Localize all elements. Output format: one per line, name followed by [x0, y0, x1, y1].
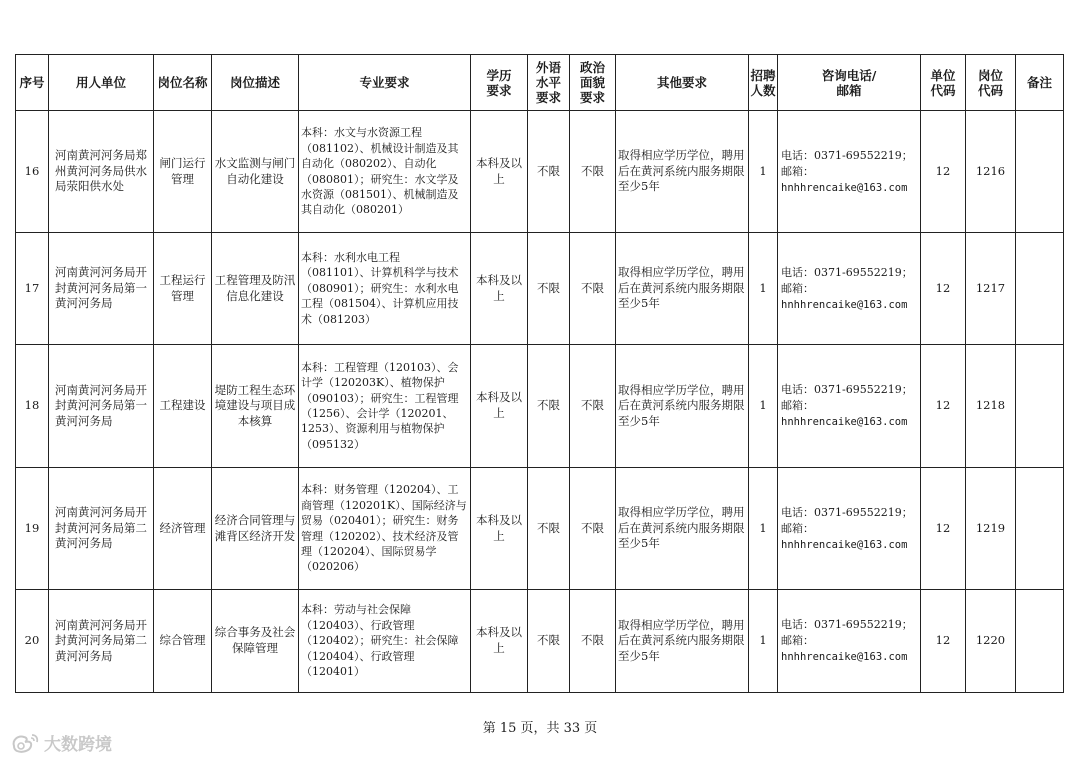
contact-email-label: 邮箱：	[781, 164, 814, 178]
cell-unit-code: 12	[921, 233, 966, 345]
cell-politics: 不限	[570, 345, 616, 468]
watermark	[10, 730, 112, 755]
cell-lang: 不限	[528, 233, 570, 345]
cell-desc: 工程管理及防汛信息化建设	[212, 233, 299, 345]
recruitment-table-container	[15, 54, 1064, 693]
cell-seq: 16	[16, 111, 49, 233]
cell-post-code: 1217	[966, 233, 1016, 345]
table-row	[16, 468, 1064, 590]
cell-post: 工程运行管理	[154, 233, 212, 345]
contact-email[interactable]: hnhhrencaike@163.com	[781, 651, 908, 663]
cell-lang: 不限	[528, 468, 570, 590]
table-header-row	[16, 55, 1064, 111]
cell-other: 取得相应学历学位，聘用后在黄河系统内服务期限至少5年	[616, 590, 749, 693]
contact-email-label: 邮箱：	[781, 634, 814, 647]
cell-major: 本科：水文与水资源工程（081102）、机械设计制造及其自动化（080202）、自动化（080801）；研究生：水文学及水资源（081501）、机械制造及其自动化（080201）	[299, 111, 471, 233]
cell-unit: 河南黄河河务局开封黄河河务局第二黄河河务局	[49, 590, 154, 693]
cell-seq: 20	[16, 590, 49, 693]
cell-count: 1	[749, 345, 778, 468]
cell-edu: 本科及以上	[471, 345, 528, 468]
table-row	[16, 345, 1064, 468]
header-edu: 学历要求	[471, 55, 528, 111]
weibo-logo-icon	[10, 732, 40, 754]
cell-unit: 河南黄河河务局郑州黄河河务局供水局荥阳供水处	[49, 111, 154, 233]
header-contact: 咨询电话/邮箱	[778, 55, 921, 111]
header-unit-code: 单位代码	[921, 55, 966, 111]
cell-contact	[778, 233, 921, 345]
contact-email-label: 邮箱：	[781, 281, 814, 295]
contact-email[interactable]: hnhhrencaike@163.com	[781, 298, 908, 311]
cell-remark	[1016, 468, 1064, 590]
cell-politics: 不限	[570, 590, 616, 693]
cell-edu: 本科及以上	[471, 233, 528, 345]
cell-contact	[778, 590, 921, 693]
cell-contact	[778, 345, 921, 468]
cell-remark	[1016, 345, 1064, 468]
cell-post-code: 1218	[966, 345, 1016, 468]
cell-unit: 河南黄河河务局开封黄河河务局第一黄河河务局	[49, 345, 154, 468]
cell-edu: 本科及以上	[471, 590, 528, 693]
recruitment-table	[15, 54, 1064, 693]
cell-post-code: 1220	[966, 590, 1016, 693]
contact-email[interactable]: hnhhrencaike@163.com	[781, 181, 908, 194]
cell-unit-code: 12	[921, 111, 966, 233]
cell-other: 取得相应学历学位，聘用后在黄河系统内服务期限至少5年	[616, 345, 749, 468]
cell-other: 取得相应学历学位，聘用后在黄河系统内服务期限至少5年	[616, 111, 749, 233]
contact-email-label: 邮箱：	[781, 399, 814, 412]
contact-email[interactable]: hnhhrencaike@163.com	[781, 416, 908, 428]
cell-post-code: 1216	[966, 111, 1016, 233]
cell-count: 1	[749, 590, 778, 693]
cell-politics: 不限	[570, 111, 616, 233]
cell-desc: 综合事务及社会保障管理	[212, 590, 299, 693]
cell-post-code: 1219	[966, 468, 1016, 590]
cell-unit: 河南黄河河务局开封黄河河务局第二黄河河务局	[49, 468, 154, 590]
cell-politics: 不限	[570, 468, 616, 590]
table-row	[16, 233, 1064, 345]
cell-major: 本科：工程管理（120103）、会计学（120203K）、植物保护（090103）；研究生：工程管理（1256）、会计学（120201、1253）、资源利用与植物保护（095132）	[299, 345, 471, 468]
cell-unit-code: 12	[921, 468, 966, 590]
cell-desc: 堤防工程生态环境建设与项目成本核算	[212, 345, 299, 468]
cell-lang: 不限	[528, 111, 570, 233]
header-seq: 序号	[16, 55, 49, 111]
cell-seq: 17	[16, 233, 49, 345]
contact-phone: 电话：0371-69552219；	[781, 505, 913, 519]
cell-major: 本科：水利水电工程（081101）、计算机科学与技术（080901）；研究生：水利水电工程（081504）、计算机应用技术（081203）	[299, 233, 471, 345]
cell-lang: 不限	[528, 590, 570, 693]
header-count: 招聘人数	[749, 55, 778, 111]
contact-email-label: 邮箱：	[781, 521, 814, 535]
cell-edu: 本科及以上	[471, 468, 528, 590]
cell-edu: 本科及以上	[471, 111, 528, 233]
cell-unit-code: 12	[921, 590, 966, 693]
contact-phone: 电话：0371-69552219；	[781, 618, 913, 631]
cell-remark	[1016, 233, 1064, 345]
table-row	[16, 590, 1064, 693]
header-politics: 政治面貌要求	[570, 55, 616, 111]
header-major: 专业要求	[299, 55, 471, 111]
cell-post: 经济管理	[154, 468, 212, 590]
cell-remark	[1016, 111, 1064, 233]
cell-desc: 经济合同管理与滩背区经济开发	[212, 468, 299, 590]
cell-unit-code: 12	[921, 345, 966, 468]
cell-other: 取得相应学历学位，聘用后在黄河系统内服务期限至少5年	[616, 468, 749, 590]
cell-count: 1	[749, 111, 778, 233]
cell-post: 闸门运行管理	[154, 111, 212, 233]
header-post: 岗位名称	[154, 55, 212, 111]
cell-lang: 不限	[528, 345, 570, 468]
cell-major: 本科：劳动与社会保障（120403）、行政管理（120402）；研究生：社会保障（120404）、行政管理（120401）	[299, 590, 471, 693]
cell-post: 综合管理	[154, 590, 212, 693]
cell-count: 1	[749, 468, 778, 590]
page-footer: 第 15 页，共 33 页	[482, 721, 598, 736]
table-row	[16, 111, 1064, 233]
cell-post: 工程建设	[154, 345, 212, 468]
header-desc: 岗位描述	[212, 55, 299, 111]
contact-phone: 电话：0371-69552219；	[781, 148, 913, 162]
cell-seq: 19	[16, 468, 49, 590]
header-lang: 外语水平要求	[528, 55, 570, 111]
cell-other: 取得相应学历学位，聘用后在黄河系统内服务期限至少5年	[616, 233, 749, 345]
cell-desc: 水文监测与闸门自动化建设	[212, 111, 299, 233]
cell-major: 本科：财务管理（120204）、工商管理（120201K）、国际经济与贸易（020401）；研究生：财务管理（120202）、技术经济及管理（120204）、国际贸易学（020206）	[299, 468, 471, 590]
cell-contact	[778, 111, 921, 233]
cell-contact	[778, 468, 921, 590]
contact-phone: 电话：0371-69552219；	[781, 265, 913, 279]
header-post-code: 岗位代码	[966, 55, 1016, 111]
header-unit: 用人单位	[49, 55, 154, 111]
header-other: 其他要求	[616, 55, 749, 111]
cell-remark	[1016, 590, 1064, 693]
cell-unit: 河南黄河河务局开封黄河河务局第一黄河河务局	[49, 233, 154, 345]
cell-count: 1	[749, 233, 778, 345]
contact-phone: 电话：0371-69552219；	[781, 383, 913, 396]
cell-seq: 18	[16, 345, 49, 468]
watermark-text: 大数跨境	[44, 735, 112, 755]
header-remark: 备注	[1016, 55, 1064, 111]
contact-email[interactable]: hnhhrencaike@163.com	[781, 538, 908, 551]
cell-politics: 不限	[570, 233, 616, 345]
